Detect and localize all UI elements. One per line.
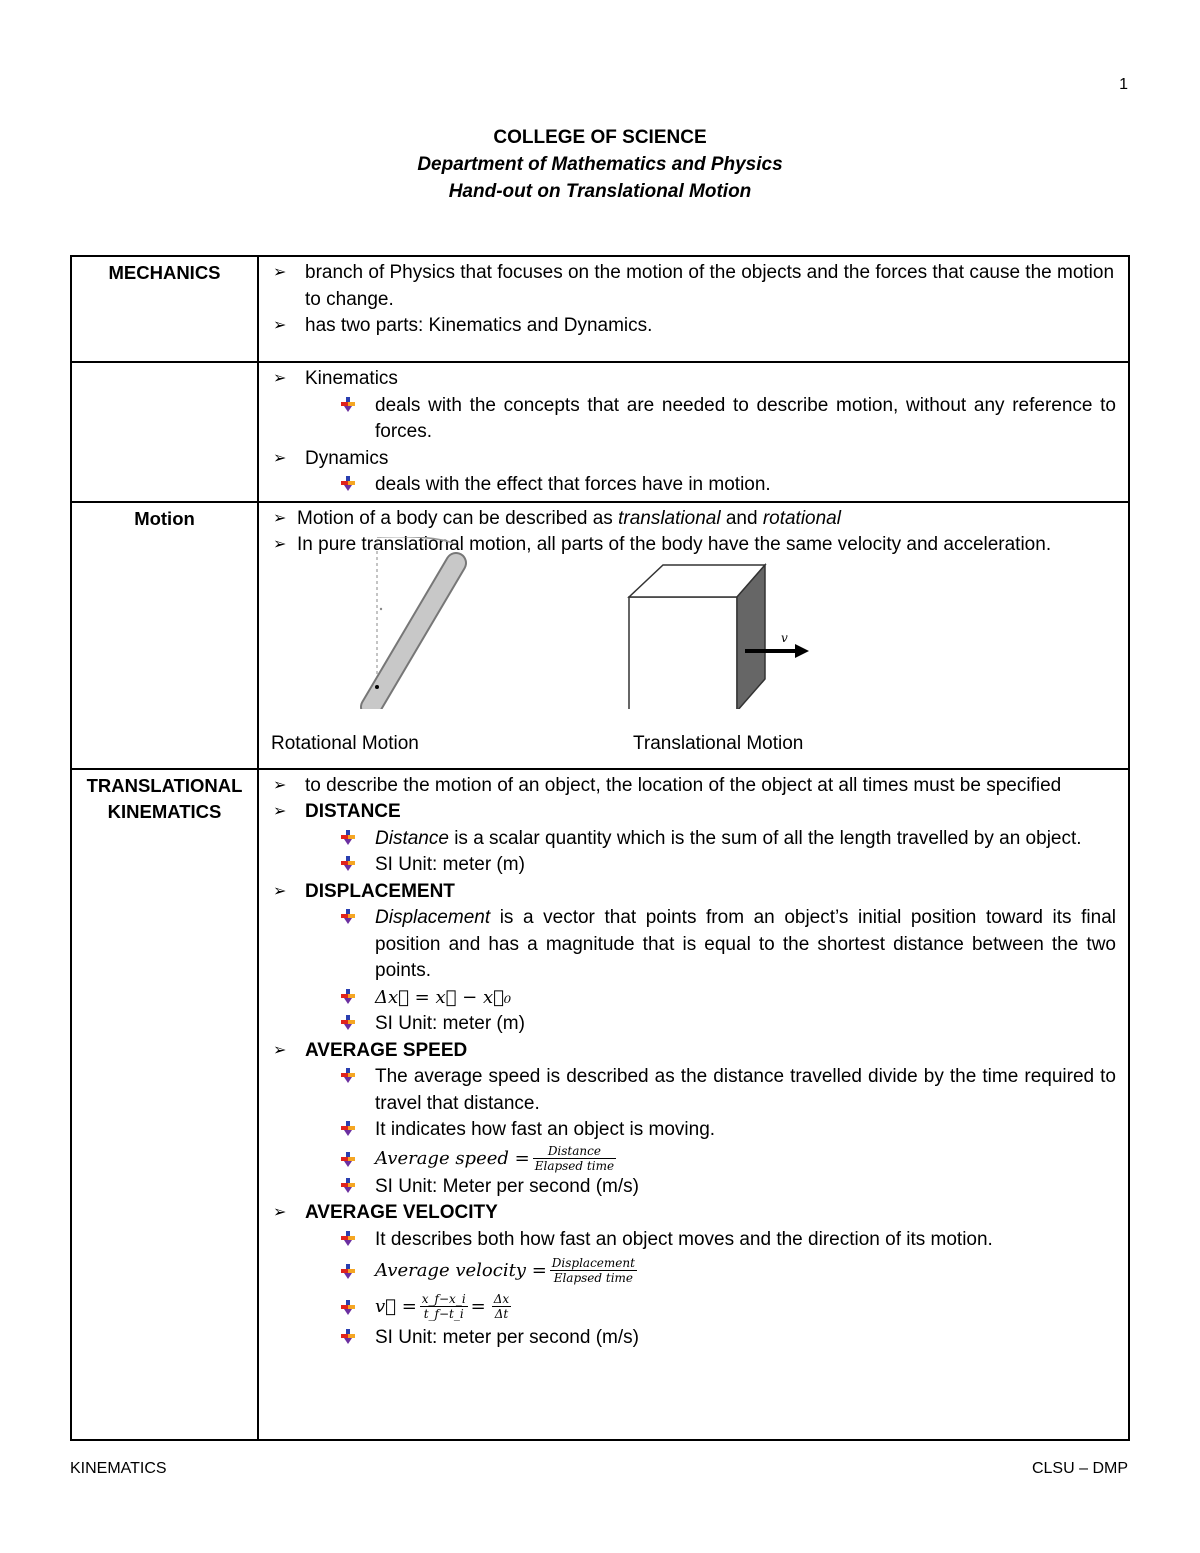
mechanics-content (258, 256, 1129, 362)
arrowhead-bullet-icon: ➢ (273, 536, 287, 553)
colored-arrow-bullet-icon (341, 1068, 355, 1083)
rotational-caption: Rotational Motion (271, 732, 419, 754)
arrowhead-bullet-icon: ➢ (273, 449, 287, 467)
list-item: ➢ Motion of a body can be described as translational and rotational (271, 506, 1116, 533)
content-table (70, 255, 1130, 1441)
average-velocity-heading: ➢ AVERAGE VELOCITY (271, 1200, 1116, 1227)
parts-content (258, 362, 1129, 502)
motion-row (71, 502, 1129, 769)
arrowhead-bullet-icon: ➢ (273, 1041, 287, 1059)
list-item: SI Unit: meter (m) (271, 852, 1116, 879)
list-item: v⃗ = $\frac{x\_f-x\_i}{t\_f-t\_i}$ = $\frac{\Delta x}{\Delta t}$ (271, 1289, 1116, 1325)
average-velocity-formula: Average velocity = (375, 1260, 547, 1281)
list-item: ➢ Dynamics (271, 446, 1116, 473)
footer-right: CLSU – DMP (1031, 1460, 1128, 1477)
list-item: ➢ to describe the motion of an object, the location of the object at all times must be specified (271, 773, 1116, 800)
arrowhead-bullet-icon: ➢ (273, 317, 287, 334)
college-title: COLLEGE OF SCIENCE (493, 127, 707, 148)
document-header (0, 124, 1200, 205)
list-item: It describes both how fast an object moves and the direction of its motion. (271, 1227, 1116, 1254)
arrowhead-bullet-icon: ➢ (273, 882, 287, 900)
list-item: Average speed = $\frac{\text{Distance}}{\text{Elapsed time}}$ (271, 1144, 1116, 1174)
list-item: The average speed is described as the distance travelled divide by the time required to travel that distance. (271, 1064, 1116, 1117)
colored-arrow-bullet-icon (341, 397, 355, 412)
average-speed-formula: Average speed = (375, 1147, 530, 1169)
parts-row (71, 362, 1129, 502)
list-item: ➢ In pure translational motion, all parts of the body have the same velocity and acceleration. (271, 532, 1116, 559)
colored-arrow-bullet-icon (341, 1121, 355, 1136)
velocity-label: v (781, 630, 788, 645)
motion-figures (271, 559, 1116, 731)
colored-arrow-bullet-icon (341, 989, 355, 1004)
motion-illustration (271, 537, 1200, 709)
list-item (271, 985, 1116, 1012)
footer-left: KINEMATICS (70, 1460, 167, 1477)
list-item: It indicates how fast an object is moving. (271, 1117, 1116, 1144)
translational-caption: Translational Motion (633, 732, 804, 754)
list-item: SI Unit: meter per second (m/s) (271, 1325, 1116, 1352)
arrowhead-bullet-icon: ➢ (273, 776, 287, 794)
colored-arrow-bullet-icon (341, 1152, 355, 1167)
department-title: Department of Mathematics and Physics (417, 154, 783, 175)
list-item: Displacement is a vector that points from an object’s initial position toward its final position and has a magnitude that is equal to the shortest distance between the two points. (271, 905, 1116, 985)
motion-label: Motion (71, 502, 258, 769)
list-item: SI Unit: Meter per second (m/s) (271, 1174, 1116, 1201)
colored-arrow-bullet-icon (341, 1015, 355, 1030)
mechanics-label: MECHANICS (71, 256, 258, 362)
motion-content (258, 502, 1129, 769)
empty-label (71, 362, 258, 502)
list-item: Average velocity = $\frac{\text{Displacement}}{\text{Elapsed time}}$ (271, 1253, 1116, 1289)
distance-heading: ➢ DISTANCE (271, 799, 1116, 826)
translational-kinematics-label: TRANSLATIONAL KINEMATICS (71, 769, 258, 1441)
displacement-heading: ➢ DISPLACEMENT (271, 879, 1116, 906)
list-item: ➢ branch of Physics that focuses on the motion of the objects and the forces that cause the motion to change. (273, 262, 1115, 310)
list-item: ➢ has two parts: Kinematics and Dynamics. (271, 313, 1116, 340)
list-item: Distance is a scalar quantity which is the sum of all the length travelled by an object. (271, 826, 1116, 853)
arrowhead-bullet-icon: ➢ (273, 370, 287, 387)
arrowhead-bullet-icon: ➢ (273, 509, 287, 527)
colored-arrow-bullet-icon (341, 1178, 355, 1193)
list-item: deals with the concepts that are needed to describe motion, without any reference to forces. (271, 393, 1116, 446)
colored-arrow-bullet-icon (341, 1264, 355, 1279)
colored-arrow-bullet-icon (341, 909, 355, 924)
arrowhead-bullet-icon: ➢ (273, 264, 287, 281)
list-item: deals with the effect that forces have in motion. (271, 472, 1116, 499)
page-number: 1 (1119, 76, 1128, 93)
arrowhead-bullet-icon: ➢ (273, 1204, 287, 1221)
colored-arrow-bullet-icon (341, 830, 355, 845)
colored-arrow-bullet-icon (341, 1231, 355, 1246)
colored-arrow-bullet-icon (341, 856, 355, 871)
colored-arrow-bullet-icon (341, 1300, 355, 1315)
translating-cube (629, 565, 765, 709)
displacement-formula: Δx⃗ = x⃗ − x⃗₀ (375, 986, 512, 1008)
translational-kinematics-content (258, 769, 1129, 1441)
translational-kinematics-row (71, 769, 1129, 1441)
mechanics-row (71, 256, 1129, 362)
colored-arrow-bullet-icon (341, 1329, 355, 1344)
figure-captions (271, 731, 1116, 757)
colored-arrow-bullet-icon (341, 476, 355, 491)
velocity-formula: v⃗ = (375, 1296, 417, 1317)
list-item: ➢ Kinematics (271, 366, 1116, 393)
arrowhead-bullet-icon: ➢ (273, 803, 287, 820)
list-item: SI Unit: meter (m) (271, 1011, 1116, 1038)
handout-title: Hand-out on Translational Motion (448, 181, 752, 202)
average-speed-heading: ➢ AVERAGE SPEED (271, 1038, 1116, 1065)
